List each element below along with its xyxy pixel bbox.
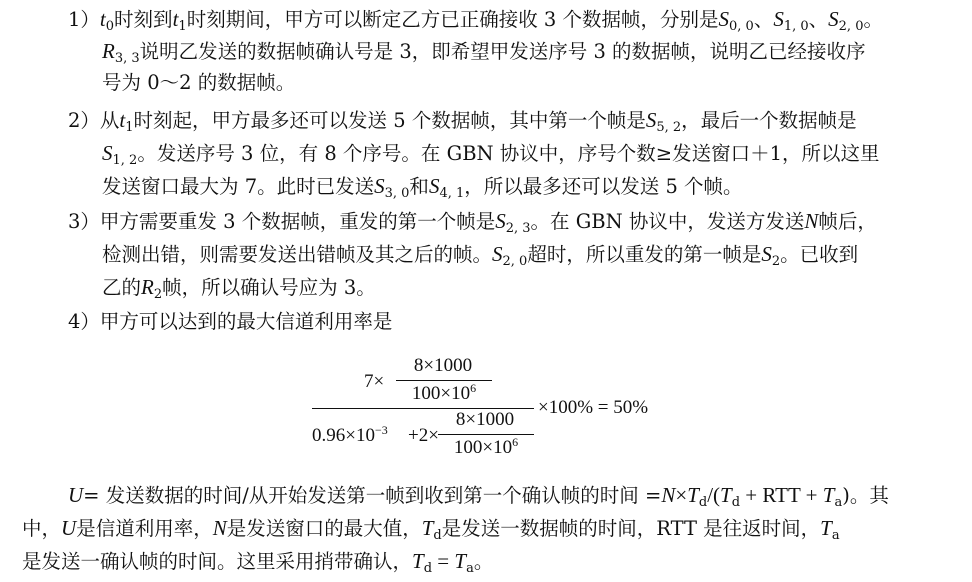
var-t: T xyxy=(720,483,732,507)
text: 1） xyxy=(68,8,100,31)
subscript: 1 xyxy=(178,19,187,34)
text: 时刻期间，甲方可以断定乙方已正确接收 3 个数据帧，分别是 xyxy=(186,8,719,31)
text: 和 xyxy=(409,175,429,198)
var-t: T xyxy=(820,516,832,540)
text: = xyxy=(432,549,455,573)
subscript: 3, 0 xyxy=(384,186,410,201)
subscript: 2, 3 xyxy=(505,221,531,236)
text: 说明乙发送的数据帧确认号是 3，即希望甲发送序号 3 的数据帧，说明乙已经接收序 xyxy=(139,40,866,63)
text: 3）甲方需要重发 3 个数据帧，重发的第一个帧是 xyxy=(68,210,496,233)
text: 帧，所以确认号应为 3。 xyxy=(162,276,376,299)
var-u: U xyxy=(68,483,84,507)
subscript: 1, 2 xyxy=(112,153,138,168)
subscript: 0, 0 xyxy=(729,19,754,34)
p3-line-3 xyxy=(102,274,376,301)
subscript: a xyxy=(831,528,840,543)
var-t: T xyxy=(687,483,699,507)
subscript: a xyxy=(834,495,843,510)
text: ，最后一个数据帧是 xyxy=(681,109,857,132)
text: = 发送数据的时间/从开始发送第一帧到收到第一个确认帧的时间 = xyxy=(83,484,662,507)
text: /( xyxy=(707,483,721,507)
text: 。 xyxy=(863,8,883,31)
var-s: S xyxy=(374,174,385,198)
den-frac-bottom: $100\times 10^6$ xyxy=(453,435,519,458)
num-frac-top: 8×1000 xyxy=(413,355,473,376)
p1-line-3 xyxy=(102,70,295,96)
var-r: R xyxy=(141,275,154,299)
utilization-formula xyxy=(300,345,720,465)
num-frac-bottom: $100\times 10^6$ xyxy=(411,381,477,404)
text: 是发送窗口的最大值， xyxy=(226,517,422,540)
var-r: R xyxy=(102,39,115,63)
text: 。发送序号 3 位，有 8 个序号。在 GBN 协议中，序号个数≥发送窗口＋1，所以这里 xyxy=(137,142,880,165)
subscript: d xyxy=(731,495,741,510)
var-s: S xyxy=(102,141,113,165)
p2-line-2 xyxy=(102,140,880,167)
p5-line-1 xyxy=(68,482,889,509)
p2-line-1 xyxy=(68,107,857,134)
den-plus-term: +2× xyxy=(408,425,439,446)
var-s: S xyxy=(718,7,729,31)
var-s: S xyxy=(761,242,772,266)
text: 。已收到 xyxy=(780,243,859,266)
den-frac-top: 8×1000 xyxy=(455,409,515,430)
p1-line-2 xyxy=(102,38,866,65)
subscript: 2 xyxy=(153,287,163,302)
subscript: d xyxy=(433,528,442,543)
p5-line-3 xyxy=(22,548,493,575)
var-u: U xyxy=(61,516,77,540)
var-t: T xyxy=(421,516,434,540)
num-frac-bar xyxy=(396,380,492,381)
subscript: 3, 3 xyxy=(114,51,140,66)
subscript: 1 xyxy=(125,120,134,135)
subscript: 1, 0 xyxy=(783,19,809,34)
text: 乙的 xyxy=(102,276,142,299)
text: + RTT + xyxy=(740,483,823,507)
var-n: N xyxy=(661,483,676,507)
text: 时刻起，甲方最多还可以发送 5 个数据帧，其中第一个帧是 xyxy=(133,109,646,132)
var-s: S xyxy=(828,7,839,31)
text: 发送窗口最大为 7。此时已发送 xyxy=(102,175,375,198)
text: 。在 GBN 协议中，发送方发送 xyxy=(530,210,805,233)
text: 是发送一数据帧的时间，RTT 是往返时间， xyxy=(441,517,821,540)
var-t: T xyxy=(412,549,424,573)
var-s: S xyxy=(492,242,503,266)
text: 帧后， xyxy=(818,210,877,233)
subscript: 2, 0 xyxy=(502,254,528,269)
var-s: S xyxy=(495,209,506,233)
var-s: S xyxy=(773,7,784,31)
text: 超时，所以重发的第一帧是 xyxy=(527,243,762,266)
text: 2）从 xyxy=(68,109,120,132)
text: 是发送一确认帧的时间。这里采用捎带确认， xyxy=(22,550,413,573)
text: 。 xyxy=(473,550,494,573)
text: 检测出错，则需要发送出错帧及其之后的帧。 xyxy=(102,243,493,266)
p1-line-1 xyxy=(68,6,883,33)
p5-line-2 xyxy=(22,515,840,542)
subscript: 2, 0 xyxy=(838,19,864,34)
var-t: T xyxy=(822,483,835,507)
den-first-term: $0.96\times 10^{-3}$ xyxy=(312,423,388,446)
subscript: 5, 2 xyxy=(656,120,682,135)
p4-line-1 xyxy=(68,309,392,335)
subscript: a xyxy=(466,561,474,576)
text: × xyxy=(675,483,688,507)
text: 是信道利用率， xyxy=(76,517,213,540)
subscript: 2 xyxy=(771,254,781,269)
var-s: S xyxy=(428,174,440,198)
text: )。其 xyxy=(842,484,889,507)
subscript: 4, 1 xyxy=(439,186,465,201)
text: 、 xyxy=(808,8,829,31)
p3-line-1 xyxy=(68,208,877,235)
den-frac-bar xyxy=(438,434,534,435)
text: ，所以最多还可以发送 5 个帧。 xyxy=(464,175,743,198)
var-t: T xyxy=(454,549,467,573)
var-t: t xyxy=(99,7,106,31)
text: 时刻到 xyxy=(114,8,173,31)
text: 4）甲方可以达到的最大信道利用率是 xyxy=(68,310,393,333)
text: 、 xyxy=(753,8,774,31)
subscript: 0 xyxy=(105,19,115,34)
var-n: N xyxy=(212,516,227,540)
text: 中， xyxy=(22,517,62,540)
p3-line-2 xyxy=(102,241,858,268)
var-n: N xyxy=(804,209,819,233)
var-t: t xyxy=(119,108,126,132)
p2-line-3 xyxy=(102,173,743,200)
text: 号为 0～2 的数据帧。 xyxy=(102,71,296,94)
var-s: S xyxy=(645,108,657,132)
formula-result: ×100% = 50% xyxy=(538,397,649,418)
subscript: d xyxy=(423,561,433,576)
num-coefficient: 7× xyxy=(364,371,385,392)
subscript: d xyxy=(698,495,708,510)
var-t: t xyxy=(172,7,179,31)
